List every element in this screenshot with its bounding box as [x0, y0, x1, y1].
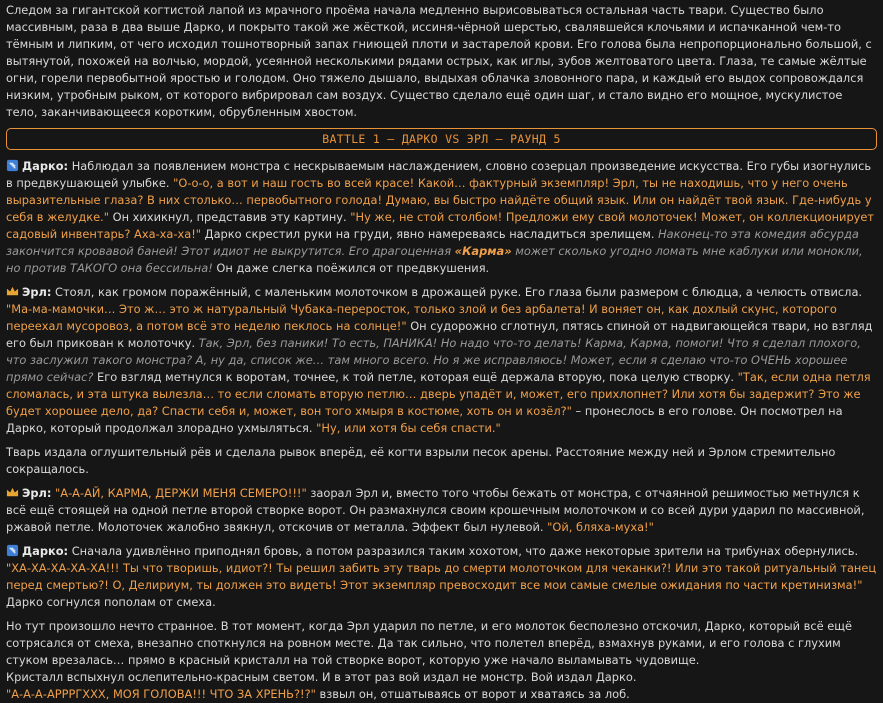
speech-quote: "Ма-ма-мамочки… Это ж… это ж натуральный Чубака-переросток, только злой и без арбалета! И воняет он, как дохлый скунс, которого переехал мусоровоз, а потом всё это неделю пеклось на солнце!": [6, 302, 837, 333]
speech-quote: "А-А-А-АРРРГХХХ, МОЯ ГОЛОВА!!! ЧТО ЗА ХРЕНЬ?!?": [6, 687, 316, 701]
narration-text: Стоял, как громом поражённый, с маленьким молоточком в дрожащей руке. Его глаза были размером с блюдца, а челюсть отвисла.: [51, 285, 863, 299]
speech-quote: "Ну, или хотя бы себя спасти.": [316, 421, 501, 435]
narration-text: Он хихикнул, представив эту картину.: [109, 210, 351, 224]
speech-quote: "О-о-о, а вот и наш гость во всей красе! Какой… фактурный экземпляр! Эрл, ты не находишь, что у него очень выразительные глаза? В них столько… первобытного голода! Думаю, вы быстро найдёте общий язык. Или он найдёт твой язык. Где-нибудь у себя в желудке.": [6, 176, 872, 224]
narration-text: заорал Эрл и, вместо того чтобы бежать от монстра, с отчаянной решимостью метнулся к всё ещё стоящей на одной петле второй створке ворот. Он размахнулся своим крошечным молоточком и со всей дури ударил по массивной, ржавой петле. Молоточек жалобно звякнул, отскочив от металла. Эффект был нулевой.: [6, 486, 865, 534]
narration-text: взвыл он, отшатываясь от ворот и хватаясь за лоб.: [315, 687, 630, 701]
diamond-icon: [6, 159, 19, 172]
narration-text: Он судорожно сглотнул, пятясь спиной от надвигающейся твари, но взгляд его был прикован к молоточку.: [6, 319, 873, 350]
speaker-name: Дарко:: [22, 544, 69, 558]
erl-paragraph-1: [6, 284, 877, 437]
speaker-name: Эрл:: [22, 486, 52, 500]
battle-banner: BATTLE 1 – ДАРКО VS ЭРЛ – РАУНД 5: [6, 128, 877, 150]
narration-text: Кристалл вспыхнул ослепительно-красным светом. И в этот раз вой издал не монстр. Вой издал Дарко.: [6, 670, 637, 684]
thought-text: может сколько угодно ломать мне каблуки или монокли, но против ТАКОГО она бессильна!: [6, 244, 863, 275]
narration-text: Дарко скрестил руки на груди, явно намереваясь насладиться зрелищем.: [201, 227, 659, 241]
narration-text: Его взгляд метнулся к воротам, точнее, к той петле, которая ещё держала вторую, пока целую створку.: [93, 370, 738, 384]
thought-text: Так, Эрл, без паники! То есть, ПАНИКА! Но надо что-то делать! Карма, Карма, помоги! Что я сделал плохого, что заслужил такого монстра? А, ну да, список же… там много всего. Но я же исправляюсь! Может, если я сделаю что-то ОЧЕНЬ хорошее прямо сейчас?: [6, 336, 861, 384]
erl-paragraph-2: [6, 485, 877, 536]
narration-text: Сначала удивлённо приподнял бровь, а потом разразился таким хохотом, что даже некоторые зрители на трибунах обернулись.: [68, 544, 859, 558]
crown-icon: [6, 285, 19, 298]
speaker-name: Эрл:: [22, 285, 52, 299]
narration-paragraph-2: Тварь издала оглушительный рёв и сделала рывок вперёд, её когти взрыли песок арены. Расстояние между ней и Эрлом стремительно сокращалось.: [6, 445, 836, 476]
speech-quote: "Ну же, не стой столбом! Предложи ему свой молоточек! Может, он коллекционирует садовый инвентарь? Аха-ха-ха!": [6, 210, 875, 241]
karma-highlight: «Карма»: [454, 244, 512, 258]
speech-quote: "ХА-ХА-ХА-ХА-ХА!!! Ты что творишь, идиот?! Ты решил забить эту тварь до смерти молоточком для чеканки?! Или это такой ритуальный танец перед смертью?! О, Делириум, ты должен это видеть! Этот экземпляр превосходит все мои самые смелые ожидания по части кретинизма!": [6, 561, 877, 592]
thought-text: Наконец-то эта комедия абсурда закончится кровавой баней! Этот идиот не выкрутится. Его драгоценная: [6, 227, 859, 258]
speech-quote: "Ой, бляха-муха!": [547, 520, 654, 534]
narration-paragraph-1: Следом за гигантской когтистой лапой из мрачного проёма начала медленно вырисовываться остальная часть твари. Существо было массивным, раза в два выше Дарко, и покрыто такой же жёсткой, иссиня-чёрной шерстью, свалявшейся клочьями и испачканной чем-то тёмным и липким, от чего исходил тошнотворный запах гниющей плоти и застарелой крови. Его голова была непропорционально большой, с вытянутой, похожей на волчью, мордой, усеянной несколькими рядами острых, как иглы, зубов желтоватого цвета. Глаза, те самые жёлтые огни, горели первобытной яростью и голодом. Оно тяжело дышало, выдыхая облачка зловонного пара, и каждый его выдох сопровождался низким, утробным рыком, от которого вибрировал сам воздух. Существо сделало ещё один шаг, и стало видно его мощное, мускулистое тело, заканчивающееся коротким, обрубленным хвостом.: [6, 3, 872, 119]
darko-paragraph-2: [6, 543, 877, 611]
narration-paragraph-3: [6, 618, 877, 703]
speech-quote: "А-А-АЙ, КАРМА, ДЕРЖИ МЕНЯ СЕМЕРО!!!": [51, 486, 307, 500]
darko-paragraph-1: [6, 158, 877, 277]
diamond-icon: [6, 544, 19, 557]
narration-text: Но тут произошло нечто странное. В тот момент, когда Эрл ударил по петле, и его молоток бесполезно отскочил, Дарко, который всё ещё сотрясался от смеха, внезапно споткнулся на ровном месте. Да так сильно, что полетел вперёд, взмахнув руками, и его голова с глухим стуком врезалась… прямо в красный кристалл на той створке ворот, которую уже начало выламывать чудовище.: [6, 619, 852, 667]
speaker-name: Дарко:: [22, 159, 69, 173]
speech-quote: "Так, если одна петля сломалась, и эта штука вылезла… то если сломать вторую петлю… дверь упадёт и, может, его прихлопнет? Или хотя бы задержит? Это же будет хорошее дело, да? Спасти себя и, может, вон того хмыря в костюме, хоть он и козёл?": [6, 370, 871, 418]
narration-text: Наблюдал за появлением монстра с нескрываемым наслаждением, словно созерцал произведение искусства. Его губы изогнулись в предвкушающей улыбке.: [6, 159, 872, 190]
narration-text: Дарко согнулся пополам от смеха.: [6, 595, 216, 609]
crown-icon: [6, 486, 19, 499]
narration-text: Он даже слегка поёжился от предвкушения.: [212, 261, 490, 275]
narration-text: – пронеслось в его голове. Он посмотрел на Дарко, который продолжал злорадно ухмыляться.: [6, 404, 843, 435]
